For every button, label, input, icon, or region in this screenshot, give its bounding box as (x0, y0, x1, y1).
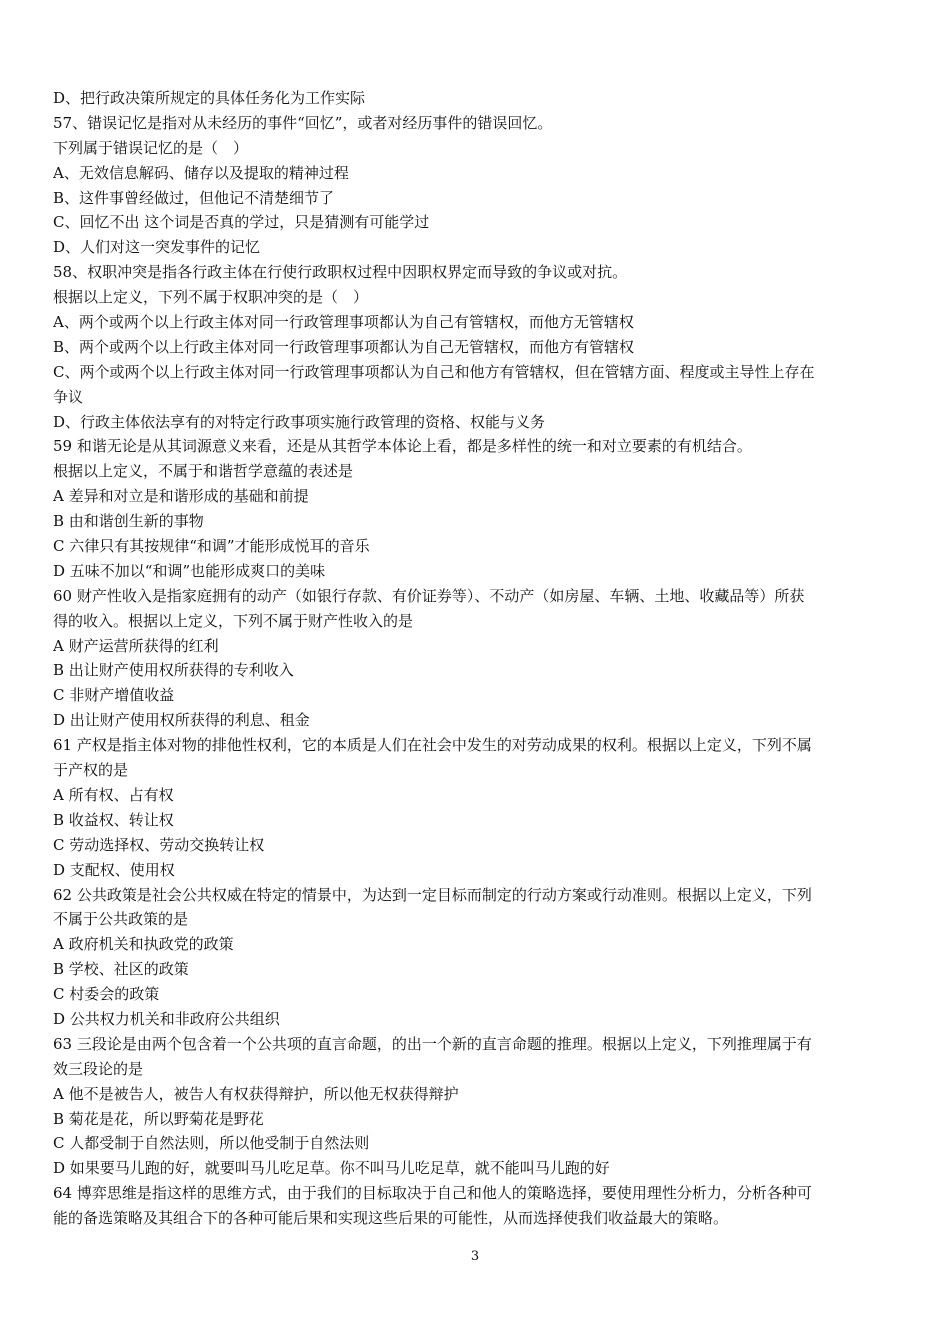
text-line: B 出让财产使用权所获得的专利收入 (53, 661, 294, 680)
text-line: 57、错误记忆是指对从未经历的事件“回忆”，或者对经历事件的错误回忆。 (53, 113, 553, 132)
text-line: D 五味不加以“和调”也能形成爽口的美味 (53, 561, 326, 580)
text-line: B 菊花是花，所以野菊花是野花 (53, 1109, 264, 1128)
text-line: B、两个或两个以上行政主体对同一行政管理事项都认为自己无管辖权，而他方有管辖权 (53, 337, 635, 356)
text-line: B 学校、社区的政策 (53, 960, 189, 979)
text-line: 63 三段论是由两个包含着一个公共项的直言命题，的出一个新的直言命题的推理。根据以上定义，下列推理属于有 (53, 1034, 812, 1053)
text-line: A、无效信息解码、储存以及提取的精神过程 (53, 163, 349, 182)
text-line: D、把行政决策所规定的具体任务化为工作实际 (53, 89, 366, 107)
text-line: 下列属于错误记忆的是（ ） (53, 138, 249, 157)
text-line: B、这件事曾经做过，但他记不清楚细节了 (53, 188, 335, 207)
text-line: D 出让财产使用权所获得的利息、租金 (53, 711, 310, 730)
text-line: 59 和谐无论是从其词源意义来看，还是从其哲学本体论上看，都是多样性的统一和对立要素的有机结合。 (53, 437, 752, 456)
text-line: D 如果要马儿跑的好，就要叫马儿吃足草。你不叫马儿吃足草，就不能叫马儿跑的好 (53, 1159, 610, 1178)
text-line: C 六律只有其按规律“和调”才能形成悦耳的音乐 (53, 537, 370, 556)
text-line: C 非财产增值收益 (53, 686, 175, 705)
text-line: C 村委会的政策 (53, 985, 160, 1004)
text-line: 争议 (53, 387, 84, 406)
text-line: 61 产权是指主体对物的排他性权利，它的本质是人们在社会中发生的对劳动成果的权利。根据以上定义，下列不属 (53, 736, 812, 755)
text-line: D、行政主体依法享有的对特定行政事项实施行政管理的资格、权能与义务 (53, 412, 546, 431)
text-line: A 他不是被告人，被告人有权获得辩护，所以他无权获得辩护 (53, 1084, 459, 1103)
text-line: D 支配权、使用权 (53, 860, 175, 879)
text-line: D、人们对这一突发事件的记忆 (53, 238, 261, 257)
text-line: C、两个或两个以上行政主体对同一行政管理事项都认为自己和他方有管辖权，但在管辖方面、程度或主导性上存在 (53, 362, 815, 381)
text-line: 得的收入。根据以上定义，下列不属于财产性收入的是 (53, 611, 414, 630)
text-line: 根据以上定义，下列不属于权职冲突的是（ ） (53, 288, 369, 307)
text-line: 能的备选策略及其组合下的各种可能后果和实现这些后果的可能性，从而选择使我们收益最大的策略。 (53, 1209, 729, 1228)
text-line: 根据以上定义，不属于和谐哲学意蕴的表述是 (53, 462, 354, 481)
text-line: C、回忆不出 这个词是否真的学过，只是猜测有可能学过 (53, 213, 430, 232)
text-line: C 劳动选择权、劳动交换转让权 (53, 835, 265, 854)
text-line: A 财产运营所获得的红利 (53, 636, 219, 655)
text-line: D 公共权力机关和非政府公共组织 (53, 1009, 280, 1028)
text-line: 于产权的是 (53, 761, 129, 780)
text-line: A、两个或两个以上行政主体对同一行政管理事项都认为自己有管辖权，而他方无管辖权 (53, 313, 634, 332)
text-line: 不属于公共政策的是 (53, 910, 189, 929)
text-line: 效三段论的是 (53, 1059, 144, 1078)
text-line: B 由和谐创生新的事物 (53, 512, 204, 531)
document-body (53, 86, 903, 1231)
page-number: 3 (470, 1249, 480, 1264)
text-line: A 所有权、占有权 (53, 785, 174, 804)
text-line: 60 财产性收入是指家庭拥有的动产（如银行存款、有价证券等）、不动产（如房屋、车辆、土地、收藏品等）所获 (53, 586, 805, 605)
text-line: B 收益权、转让权 (53, 810, 174, 829)
text-line: 62 公共政策是社会公共权威在特定的情景中，为达到一定目标而制定的行动方案或行动准则。根据以上定义，下列 (53, 885, 812, 904)
text-line: A 差异和对立是和谐形成的基础和前提 (53, 487, 309, 506)
text-line: C 人都受制于自然法则，所以他受制于自然法则 (53, 1134, 370, 1153)
text-line: 64 博弈思维是指这样的思维方式，由于我们的目标取决于自己和他人的策略选择，要使用理性分析力，分析各种可 (53, 1184, 812, 1203)
text-line: A 政府机关和执政党的政策 (53, 935, 234, 954)
text-line: 58、权职冲突是指各行政主体在行使行政职权过程中因职权界定而导致的争议或对抗。 (53, 263, 628, 282)
